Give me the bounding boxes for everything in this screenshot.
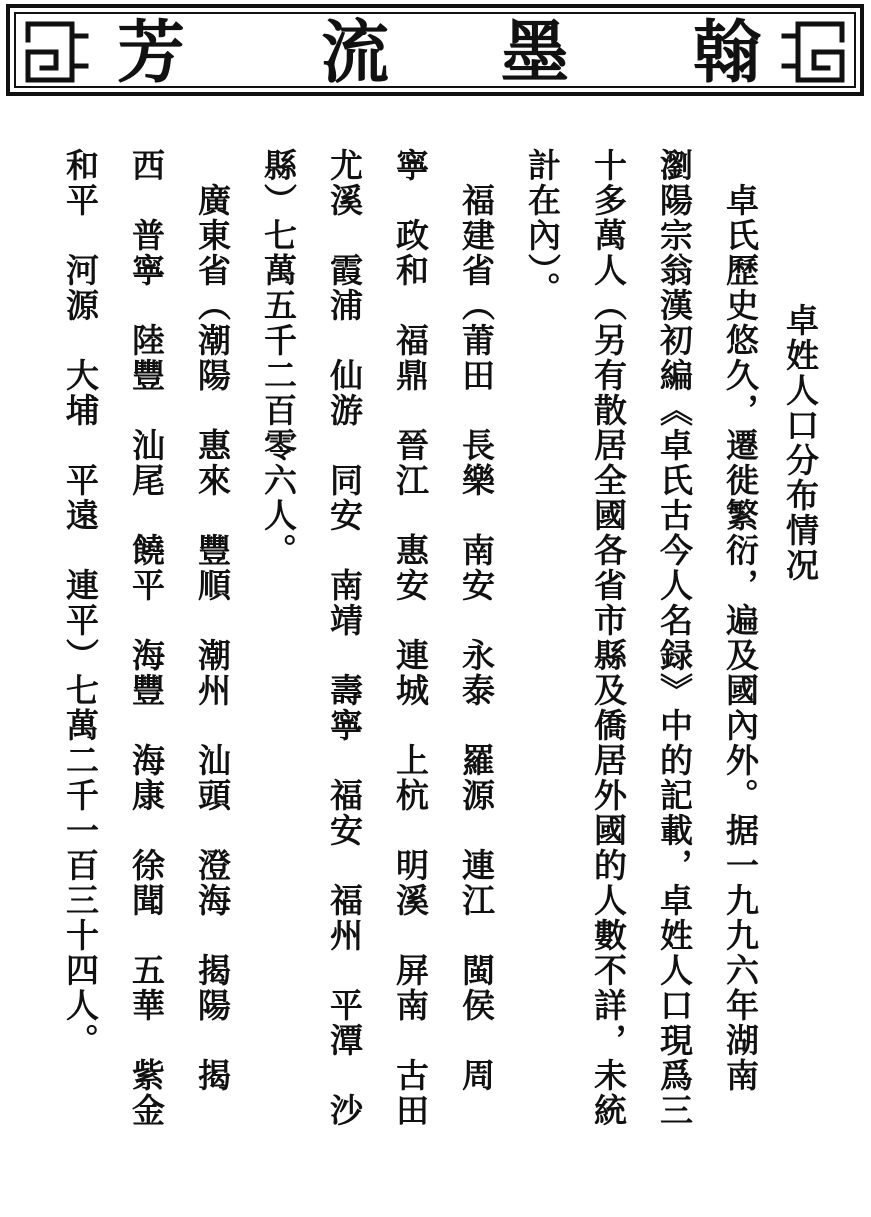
text-column-6: 寧 政和 福鼎 晉江 惠安 連城 上杭 明溪 屏南 古田 [391,148,430,1128]
article-heading: 卓姓人口分布情况 [781,303,820,583]
header-banner [6,4,864,96]
text-column-3: 十多萬人（另有散居全國各省市縣及僑居外國的人數不詳，未統 [589,148,628,1128]
fret-ornament-left-icon [20,16,92,88]
text-column-7: 尤溪 霞浦 仙游 同安 南靖 壽寧 福安 福州 平潭 沙 [325,148,364,1128]
article-body [60,148,840,1208]
text-column-5: 福建省（莆田 長樂 南安 永泰 羅源 連江 閩侯 周 [457,148,496,1093]
banner-title-char-4: 芳 [116,13,185,93]
text-column-9: 廣東省（潮陽 惠來 豐順 潮州 汕頭 澄海 揭陽 揭 [193,148,232,1093]
text-column-2: 瀏陽宗翁漢初編《卓氏古今人名録》中的記載，卓姓人口現爲三 [655,148,694,1128]
banner-title-char-2: 墨 [500,13,569,93]
text-column-10: 西 普寧 陸豐 汕尾 饒平 海豐 海康 徐聞 五華 紫金 [127,148,166,1128]
text-column-11: 和平 河源 大埔 平遠 連平）七萬二千一百三十四人。 [61,148,100,1058]
banner-title-char-3: 流 [320,13,389,93]
fret-ornament-right-icon [778,16,850,88]
text-column-8: 縣）七萬五千二百零六人。 [259,148,298,568]
text-column-1: 卓氏歷史悠久，遷徙繁衍，遍及國內外。据一九九六年湖南 [721,148,760,1093]
text-column-4: 計在內）。 [523,148,562,307]
banner-title-char-1: 翰 [692,13,761,93]
